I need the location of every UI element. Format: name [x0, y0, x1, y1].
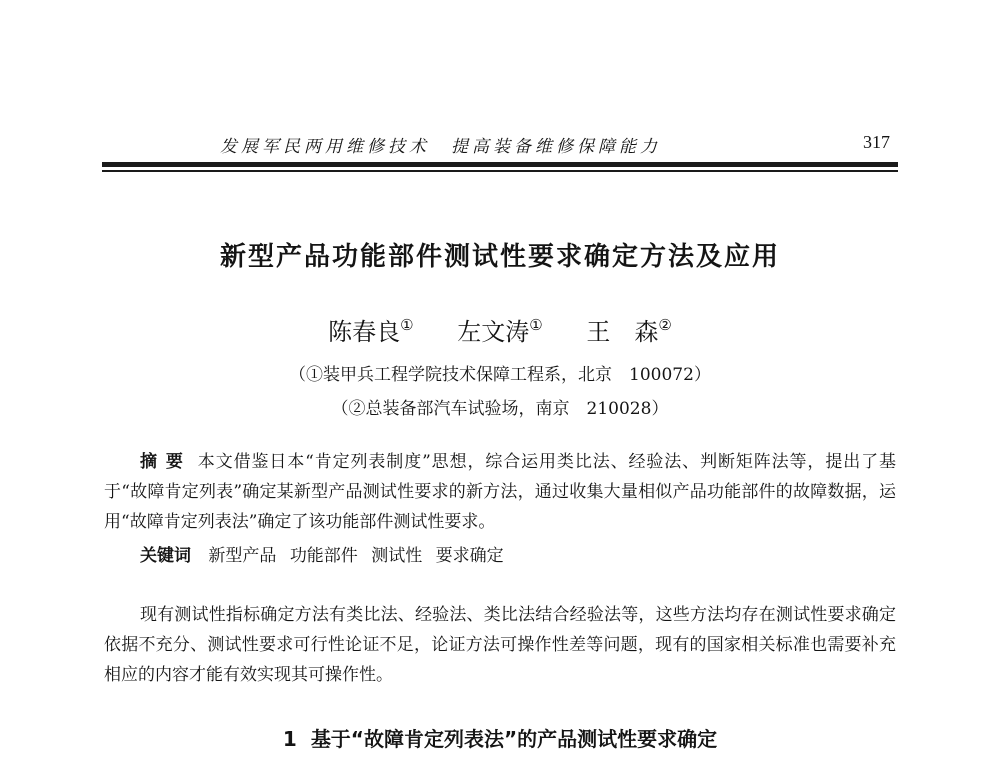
running-header: [102, 130, 898, 160]
header-rule-thick: [102, 162, 898, 167]
keyword: 测试性: [371, 546, 423, 566]
paper-title: 新型产品功能部件测试性要求确定方法及应用: [219, 242, 780, 272]
keywords-label: 关键词: [140, 546, 191, 566]
author-name: 左文涛: [457, 318, 530, 346]
abstract-text: 本文借鉴日本“肯定列表制度”思想，综合运用类比法、经验法、判断矩阵法等，提出了基于“故障肯定列表”确定某新型产品测试性要求的新方法，通过收集大量相似产品功能部件的故障数据，运用“故障肯定列表法”确定了该功能部件测试性要求。: [104, 452, 897, 532]
affiliation-1: （①装甲兵工程学院技术保障工程系，北京 100072）: [289, 365, 711, 385]
header-rule-thin: [102, 170, 898, 172]
section-number: 1: [282, 727, 297, 751]
author-2: [457, 312, 542, 347]
abstract: [104, 447, 896, 537]
page-number: 317: [863, 132, 890, 152]
affiliation-mark: ②: [658, 316, 672, 334]
affiliation-mark: ①: [529, 316, 543, 334]
section-heading: [0, 723, 1000, 752]
author-list: [0, 312, 1000, 347]
intro-paragraph: 现有测试性指标确定方法有类比法、经验法、类比法结合经验法等，这些方法均存在测试性要求确定依据不充分、测试性要求可行性论证不足，论证方法可操作性差等问题，现有的国家相关标准也需要补充相应的内容才能有效实现其可操作性。: [104, 605, 896, 685]
abstract-label: 摘要: [140, 452, 192, 472]
author-1: [328, 312, 413, 347]
section-title: 基于“故障肯定列表法”的产品测试性要求确定: [310, 727, 718, 751]
author-name: 陈春良: [328, 318, 401, 346]
affiliation-mark: ①: [400, 316, 414, 334]
author-3: [586, 312, 671, 347]
author-name: 王 森: [586, 318, 659, 346]
keyword: 要求确定: [435, 546, 504, 566]
keywords: [140, 541, 512, 566]
keyword: 功能部件: [289, 546, 358, 566]
affiliation-2: （②总装备部汽车试验场，南京 210028）: [331, 399, 669, 419]
keyword: 新型产品: [208, 546, 277, 566]
running-header-title: 发展军民两用维修技术 提高装备维修保障能力: [220, 137, 661, 157]
